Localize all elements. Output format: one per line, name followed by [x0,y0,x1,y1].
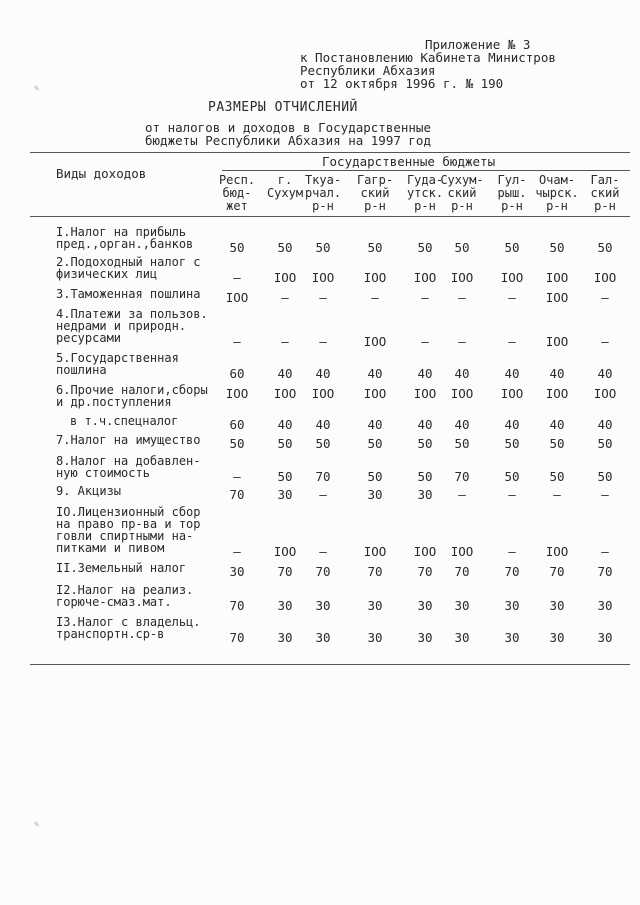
table-cell: 70 [315,469,331,484]
row-label: ресурсами [56,331,122,345]
table-cell: 30 [504,630,520,645]
column-header: Гагр- [356,173,394,187]
table-cell: – [421,290,429,305]
table-cell: 50 [549,469,565,484]
table-cell: 50 [367,240,383,255]
table-cell: IOO [273,386,297,401]
table-cell: 30 [597,598,613,613]
table-cell: – [233,334,241,349]
table-header-rule [30,216,630,217]
table-cell: IOO [413,386,437,401]
row-label: 2.Подоходный налог с [56,255,201,269]
table-cell: 40 [277,417,293,432]
table-cell: IOO [450,544,474,559]
table-cell: 50 [454,240,470,255]
table-cell: 50 [504,436,520,451]
table-cell: IOO [363,334,387,349]
table-cell: 40 [454,366,470,381]
table-cell: 40 [417,366,433,381]
column-header: утск. [406,186,444,200]
column-header: Гуда- [406,173,444,187]
table-cell: 40 [315,366,331,381]
table-cell: 30 [277,487,293,502]
table-cell: IOO [593,386,617,401]
row-label: ную стоимость [56,466,150,480]
table-cell: IOO [500,386,524,401]
margin-mark: ✎ [34,84,40,94]
table-cell: IOO [593,270,617,285]
column-header: р-н [414,199,436,213]
table-cell: IOO [413,270,437,285]
table-cell: 40 [417,417,433,432]
column-header: рыш. [497,186,527,200]
table-cell: – [601,334,609,349]
document-subtitle-line1: от налогов и доходов в Государственные [145,120,431,135]
table-cell: – [601,544,609,559]
appendix-label: Приложение № 3 [425,37,531,52]
table-cell: 50 [277,469,293,484]
row-label: транспортн.ср-в [56,627,165,641]
table-cell: 60 [229,366,245,381]
table-cell: 50 [229,240,245,255]
table-cell: 50 [277,436,293,451]
table-cell: – [421,334,429,349]
row-label: недрами и природн. [56,319,187,333]
table-cell: IOO [311,270,335,285]
table-cell: IOO [273,270,297,285]
row-label: горюче-смаз.мат. [56,595,172,609]
table-cell: 50 [454,436,470,451]
table-cell: 30 [549,598,565,613]
table-cell: 30 [277,630,293,645]
table-cell: 50 [597,436,613,451]
table-cell: 30 [315,630,331,645]
table-cell: IOO [273,544,297,559]
table-cell: – [233,469,241,484]
row-label: 7.Налог на имущество [56,433,201,447]
table-cell: – [458,487,466,502]
row-label: 8.Налог на добавлен- [56,454,201,468]
table-cell: 70 [417,564,433,579]
table-cell: 70 [229,487,245,502]
row-label: 5.Государственная [56,351,179,365]
table-cell: 50 [277,240,293,255]
table-cell: – [508,487,516,502]
decree-date: от 12 октября 1996 г. № 190 [300,76,504,91]
table-cell: 30 [417,487,433,502]
row-label: 3.Таможенная пошлина [56,287,201,301]
column-header: ский [360,186,390,200]
table-cell: IOO [545,334,569,349]
table-cell: 70 [549,564,565,579]
margin-mark: ✎ [34,820,40,830]
table-cell: 40 [504,417,520,432]
table-cell: 30 [504,598,520,613]
table-cell: 30 [229,564,245,579]
table-cell: – [281,290,289,305]
table-cell: 70 [277,564,293,579]
table-cell: 50 [417,240,433,255]
table-cell: IOO [311,386,335,401]
column-header: р-н [312,199,334,213]
table-cell: 30 [277,598,293,613]
table-cell: 30 [367,630,383,645]
column-header: Респ. [218,173,256,187]
column-header: Сухум- [440,173,484,187]
table-cell: 50 [417,436,433,451]
table-cell: 40 [504,366,520,381]
row-label: в т.ч.спецналог [70,414,179,428]
table-cell: 30 [454,630,470,645]
table-cell: 50 [549,436,565,451]
column-header: жет [226,199,248,213]
table-cell: 50 [315,240,331,255]
table-cell: – [508,334,516,349]
table-cell: 30 [597,630,613,645]
row-label: и др.поступления [56,395,172,409]
column-header: ский [447,186,477,200]
table-top-rule [30,152,630,153]
table-cell: – [319,544,327,559]
column-header: р-н [451,199,473,213]
table-cell: – [233,270,241,285]
table-cell: 50 [504,469,520,484]
document-subtitle-line2: бюджеты Республики Абхазия на 1997 год [145,133,431,148]
table-cell: 50 [367,436,383,451]
republic-name: Республики Абхазия [300,63,436,78]
table-cell: – [281,334,289,349]
table-cell: 70 [315,564,331,579]
table-cell: 40 [597,417,613,432]
table-cell: 50 [597,469,613,484]
table-cell: 30 [549,630,565,645]
column-header: Гул- [497,173,527,187]
table-cell: 50 [549,240,565,255]
table-cell: IOO [450,386,474,401]
table-cell: IOO [225,386,249,401]
row-label: на право пр-ва и тор [56,517,201,531]
table-cell: 30 [454,598,470,613]
table-cell: IOO [545,544,569,559]
table-cell: 30 [417,630,433,645]
row-label: 6.Прочие налоги,сборы [56,383,208,397]
column-header: р-н [594,199,616,213]
table-cell: IOO [225,290,249,305]
table-cell: 40 [597,366,613,381]
column-header: рчал. [304,186,342,200]
row-label: I3.Налог с владельц. [56,615,201,629]
table-cell: – [458,290,466,305]
row-label: физических лиц [56,267,158,281]
column-header: р-н [501,199,523,213]
table-bottom-rule [30,664,630,665]
table-cell: 60 [229,417,245,432]
table-cell: 70 [229,598,245,613]
table-cell: – [319,334,327,349]
column-header: ский [590,186,620,200]
column-header: р-н [364,199,386,213]
table-cell: 70 [229,630,245,645]
table-cell: IOO [450,270,474,285]
column-header: г. [277,173,293,187]
table-cell: 70 [504,564,520,579]
table-cell: IOO [413,544,437,559]
table-cell: – [508,290,516,305]
table-cell: IOO [545,290,569,305]
column-header: бюд- [222,186,252,200]
row-label: 4.Платежи за пользов. [56,307,208,321]
column-header: Сухум [266,186,304,200]
table-cell: 40 [367,417,383,432]
table-cell: 50 [229,436,245,451]
table-cell: IOO [363,386,387,401]
column-header: р-н [546,199,568,213]
row-label: питками и пивом [56,541,165,555]
table-cell: 50 [504,240,520,255]
table-cell: IOO [363,270,387,285]
table-cell: IOO [363,544,387,559]
table-cell: 70 [597,564,613,579]
row-label: пред.,орган.,банков [56,237,194,251]
table-cell: IOO [500,270,524,285]
table-cell: – [371,290,379,305]
table-cell: 30 [367,598,383,613]
table-cell: – [458,334,466,349]
column-header: Гал- [590,173,620,187]
table-cell: 30 [417,598,433,613]
column-header: чырск. [535,186,579,200]
table-cell: 30 [315,598,331,613]
table-cell: 40 [277,366,293,381]
table-cell: 50 [367,469,383,484]
table-cell: 30 [367,487,383,502]
column-group-rule [222,170,630,171]
table-cell: 50 [597,240,613,255]
decree-reference: к Постановлению Кабинета Министров [300,50,556,65]
table-cell: – [233,544,241,559]
table-cell: 40 [367,366,383,381]
row-label: I2.Налог на реализ. [56,583,194,597]
row-label: говли спиртными на- [56,529,194,543]
row-label: пошлина [56,363,107,377]
row-label: IO.Лицензионный сбор [56,505,201,519]
table-cell: – [319,290,327,305]
column-header: Очам- [538,173,576,187]
table-cell: 70 [454,469,470,484]
document-title: РАЗМЕРЫ ОТЧИСЛЕНИЙ [208,100,358,115]
table-cell: – [553,487,561,502]
row-label: 9. Акцизы [56,484,122,498]
table-cell: 40 [549,417,565,432]
table-cell: 70 [454,564,470,579]
column-header: Ткуа- [304,173,342,187]
table-cell: IOO [545,386,569,401]
table-cell: 40 [315,417,331,432]
table-cell: – [319,487,327,502]
table-cell: 50 [417,469,433,484]
table-cell: – [508,544,516,559]
table-cell: 70 [367,564,383,579]
income-types-heading: Виды доходов [56,166,147,181]
table-cell: 40 [549,366,565,381]
column-group-heading: Государственные бюджеты [322,154,496,169]
table-cell: – [601,487,609,502]
table-cell: IOO [545,270,569,285]
table-cell: – [601,290,609,305]
table-cell: 50 [315,436,331,451]
table-cell: 40 [454,417,470,432]
row-label: I.Налог на прибыль [56,225,187,239]
row-label: II.Земельный налог [56,561,187,575]
